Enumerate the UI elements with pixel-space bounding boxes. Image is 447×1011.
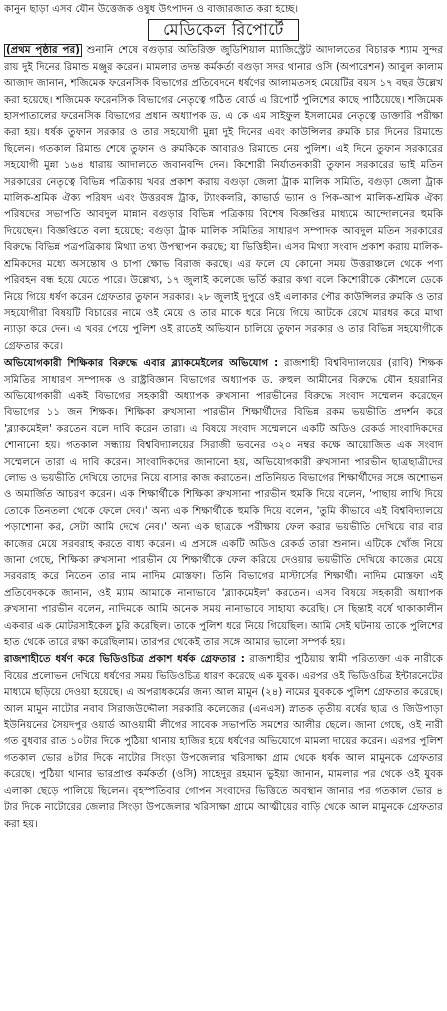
headline: মেডিকেল রিপোর্টে: [148, 19, 299, 41]
paragraph-3-lead: রাজশাহীতে ধর্ষণ করে ভিডিওচিত্র প্রকাশ ধর্ষক গ্রেফতার :: [4, 654, 245, 666]
paragraph-1-body: শুনানি শেষে বগুড়ার অতিরিক্ত জুডিশিয়াল ম্যাজিস্ট্রেট আদালতের বিচারক শ্যাম সুন্দর রায় দুই দিনের রিমান্ড মঞ্জুর করেন। মামলার তদন্ত কর্মকর্তা বগুড়া সদর থানার ওসি (অপারেশন) আবুল কালাম আজাদ জানান, শজিমেক ফরেনসিক বিভাগের প্রতিবেদনে ধর্ষণের আলামতসহ মেয়েটির বয়স ১৭ বছর উল্লেখ করা হয়েছে। শজিমেক ফরেনসিক বিভাগের নেতৃত্বে গঠিত বোর্ড এ রিপোর্ট পুলিশের কাছে পাঠিয়েছে। শজিমেক হাসপাতালের ফরেনসিক বিভাগের প্রধান অধ্যাপক ড. এ কে এম সাইফুল ইসলামের নেতৃত্বে ডাক্তারি পরীক্ষা করা হয়। ধর্ষক তুফান সরকার ও তার সহযোগী মুন্না দুই দিনের এবং কাউন্সিলর রুমকি চার দিনের রিমান্ডে ছিলেন। গতকাল রিমান্ড শেষে তুফান ও রুমকিকে আবারও রিমান্ডে নেয় পুলিশ। এই দিনে তুফান সরকারের সহযোগী মুন্না ১৬৪ ধারায় আদালতে জবানবন্দি দেন। কিশোরী নির্যাতনকারী তুফান সরকারের ভাই মতিন সরকারের নেতৃত্বে বিভিন্ন পত্রিকায় খবর প্রকাশ করায় বগুড়া জেলা ট্রাক মালিক সমিতি, বগুড়া জেলা ট্রাক মালিক-শ্রমিক ঐক্য পরিষদ এবং উত্তরবঙ্গ ট্রাক, ট্যাংকলরি, কাভার্ড ভ্যান ও পিক-আপ মালিক-শ্রমিক ঐক্য পরিষদের সভাপতি আবদুল মান্নান বগুড়ার বিভিন্ন পত্রিকায় বিশেষ বিজ্ঞপ্তির মাধ্যমে আন্দোলনের হুমকি দিয়েছেন। বিজ্ঞপ্তিতে বলা হয়েছে: বগুড়া ট্রাক মালিক সমিতির সাধারণ সম্পাদক আবদুল মতিন সরকারের বিরুদ্ধে বিভিন্ন পত্রপত্রিকায় মিথ্যা তথ্য উপস্থাপন করছে; যা ভিত্তিহীন। এসব মিথ্যা সংবাদ প্রকাশ করায় মালিক-শ্রমিকদের মধ্যে অসন্তোষ ও চাপা ক্ষোভ বিরাজ করছে। এর ফলে যে কোনো সময় উত্তরাঞ্চলে থেকে পণ্য পরিবহন বন্ধ হয়ে যেতে পারে। উল্লেখ্য, ১৭ জুলাই কলেজে ভর্তি করার কথা বলে কিশোরীকে কৌশলে ডেকে নিয়ে গিয়ে ধর্ষণ করেন গ্রেফতার তুফান সরকার। ২৮ জুলাই দুপুরে ওই এলাকার পৌর কাউন্সিলর রুমকি ও তার সহযোগীরা বিষয়টি বিচারের নামে ওই মেয়ে ও তার মাকে ধরে নিয়ে গিয়ে আটকে রেখে মারধর করে মাথা ন্যাড়া করে দেন। এ খবর পেয়ে পুলিশ ওই রাতেই অভিযান চালিয়ে তুফান সরকার ও তার বিভিন্ন সহযোগীকে গ্রেফতার করে।: [4, 45, 443, 352]
paragraph-3-body: রাজশাহীর পুঠিয়ায় স্বামী পরিত্যক্তা এক নারীকে বিয়ের প্রলোভন দেখিয়ে ধর্ষণের সময় ভিডিওচিত্র ধারণ করেছে এক যুবক। এরপর ওই ভিডিওচিত্র ইন্টারনেটের মাধ্যমে ছড়িয়ে দেওয়া হয়েছে। এ অপরাধকর্মের জন্য আল মামুন (২৪) নামের যুবককে পুলিশ গ্রেফতার করেছে। আল মামুন নাটোর নবাব সিরাজউদ্দৌলা সরকারি কলেজের (এনএস) স্নাতক তৃতীয় বর্ষের ছাত্র ও জিউপাড়া ইউনিয়নের সৈয়দপুর ওয়ার্ড আওয়ামী লীগের সাবেক সভাপতি সমশের আলীর ছেলে। জানা গেছে, ওই নারী গত বুধবার রাত ১০টার দিকে পুঠিয়া থানায় হাজির হয়ে ধর্ষণের অভিযোগে মামলা দায়ের করেন। এরপর পুলিশ গতকাল ভোর ৪টার দিকে নাটোর সিংড়া উপজেলার খরিসাক্ষা গ্রাম থেকে ধর্ষক আল মামুনকে গ্রেফতার করেছে। পুঠিয়া থানার ভারপ্রাপ্ত কর্মকর্তা (ওসি) সাহেদুর রহমান ভুইয়া জানান, মামলার পর থেকে ওই যুবক এলাকা ছেড়ে পালিয়ে ছিলেন। বৃহস্পতিবার গোপন সংবাদের ভিত্তিতে অবস্থান জানার পর গতকাল ভোর ৪ টার দিকে নাটোরের জেলার সিংড়া উপজেলার খরিসাক্ষা গ্রামে আত্মীয়ের বাড়ি থেকে আল মামুনকে গ্রেফতার করা হয়।: [4, 654, 444, 830]
paragraph-2-lead: অভিযোগকারী শিক্ষিকার বিরুদ্ধে এবার ব্ল্যাকমেইলের অভিযোগ :: [4, 358, 279, 370]
paragraph-3: [4, 652, 443, 832]
paragraph-2-body: রাজশাহী বিশ্ববিদ্যালয়ের (রাবি) শিক্ষক সমিতির সাধারণ সম্পাদক ও রাষ্ট্রবিজ্ঞান বিভাগের অধ্যাপক ড. রুহুল আমীনের বিরুদ্ধে যৌন হয়রানির অভিযোগকারী একই বিভাগের সহকারী অধ্যাপক রুখসানা পারভীনের বিরুদ্ধে সংবাদ সম্মেলন করেছেন বিভাগের ১১ জন শিক্ষক। শিক্ষিকা রুখসানা পারভীন শিক্ষার্থীদের বিভিন্ন রকম ভয়ভীতি প্রদর্শন করে 'ব্ল্যাকমেইল' করতেন বলে দাবি করেন তারা। এ বিষয়ে সংবাদ সম্মেলনে একটি অডিও রেকর্ড সাংবাদিকদের শোনানো হয়। গতকাল সন্ধ্যায় বিশ্ববিদ্যালয়ের সিরাজী ভবনের ৩২০ নম্বর কক্ষে আয়োজিত এক সংবাদ সম্মেলনে তারা এ দাবি করেন। সাংবাদিকদের জানানো হয়, অভিযোগকারী রুখসানা পারভীন ছাত্রছাত্রীদের লোভ ও ভয়ভীতি দেখিয়ে তাদের নিয়ে বাসার কাজ করাতেন। প্রতিনিয়ত বিভাগের শিক্ষার্থীদের সঙ্গে অশোভন ও অমার্জিত আচরণ করেন। এক শিক্ষার্থীকে শিক্ষিকা রুখসানা পারভীন হুমকি দিয়ে বলেন, 'পাছায় লাথি দিয়ে তোকে তিনতলা থেকে ফেলে দেব।' অন্য এক শিক্ষার্থীকে হুমকি দিয়ে বলেন, 'তুমি কীভাবে এই বিশ্ববিদ্যালয়ে পড়াশোনা কর, সেটা আমি দেখে নেব।' অন্য এক ছাত্রকে পরীক্ষায় ফেল করার ভয়ভীতি দেখিয়ে বার বার কাজের মেয়ে সরবরাহ করতে বাধ্য করেন। এ প্রসঙ্গে একটি অডিও রেকর্ড তারা শুনান। এটিকে খোঁজ নিয়ে জানা গেছে, শিক্ষিকা রুখসানা পারভীন যে শিক্ষার্থীকে ফেল করিয়ে দেওয়ার ভয়ভীতি দেখিয়ে কাজের মেয়ে সরবরাহ করে নিতেন তার নাম নাদিম মোস্তফা। তিনি বিভাগের মাস্টার্সের শিক্ষার্থী। নাদিম মোস্তফা এই প্রতিবেদককে জানান, ওই ম্যাম আমাকে নানাভাবে 'ব্ল্যাকমেইল' করতেন। এসব বিষয়ে সহকারী অধ্যাপক রুখসানা পারভীন বলেন, নাদিমকে আমি অনেক সময় নানাভাবে সাহায্য করেছি। সে ছিন্তাই বর্ষে থাকাকালীন একবার এক মোটরসাইকেল চুরি করেছিল। তাকে পুলিশ ধরে নিয়ে গিয়েছিল। আমি সেই ঘটনায় তাকে পুলিশের হাত থেকে তারে রক্ষা করেছিলাম। তারপর থেকেই তার সঙ্গে আমার ভালো সম্পর্ক হয়।: [4, 358, 444, 649]
paragraph-1-lead: (প্রথম পৃষ্ঠার পর): [6, 45, 80, 57]
top-fragment: কানুন ছাড়া এসব যৌন উত্তেজক ওষুধ উৎপাদন ও বাজারজাত করা হচ্ছে।: [4, 4, 299, 15]
paragraph-1: [4, 43, 443, 355]
headline-container: [4, 19, 443, 41]
paragraph-2: [4, 356, 443, 651]
